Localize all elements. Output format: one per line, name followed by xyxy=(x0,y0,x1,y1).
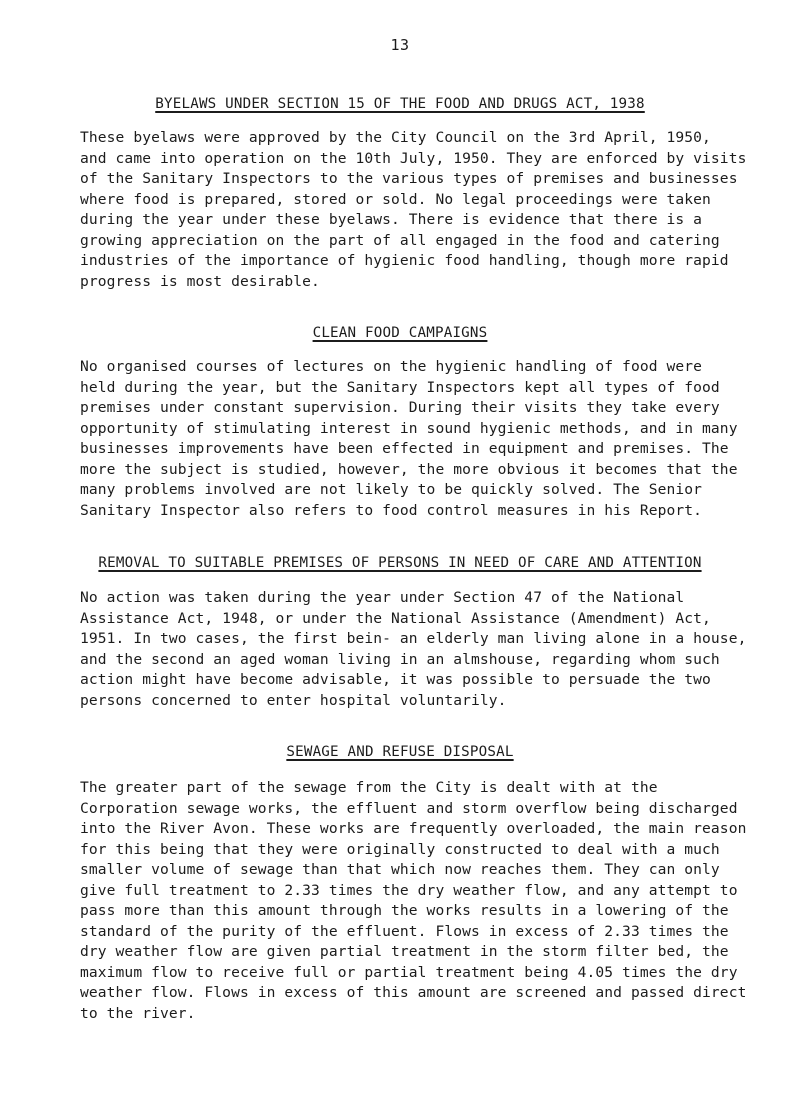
text-line: standard of the purity of the effluent. Flows in excess of 2.33 times the xyxy=(80,922,729,940)
section-heading-sewage: SEWAGE AND REFUSE DISPOSAL xyxy=(286,744,514,760)
text-line: These byelaws were approved by the City Council on the 3rd April, 1950, xyxy=(80,129,711,146)
text-line: businesses improvements have been effected in equipment and premises. The xyxy=(80,440,729,457)
text-line: No action was taken during the year under Section 47 of the National xyxy=(80,589,685,606)
text-line: No organised courses of lectures on the hygienic handling of food were xyxy=(80,358,703,375)
text-line: dry weather flow are given partial treatment in the storm filter bed, the xyxy=(80,943,729,960)
text-line: into the River Avon. These works are frequently overloaded, the main reason xyxy=(80,820,747,837)
paragraph-removal xyxy=(80,588,747,711)
text-line: maximum flow to receive full or partial treatment being 4.05 times the dry xyxy=(80,963,738,981)
text-line: held during the year, but the Sanitary Inspectors kept all types of food xyxy=(80,378,720,396)
text-line: many problems involved are not likely to be quickly solved. The Senior xyxy=(80,481,703,498)
section-heading-clean-food: CLEAN FOOD CAMPAIGNS xyxy=(312,325,488,341)
paragraph-byelaws xyxy=(80,128,747,292)
paragraph-sewage xyxy=(80,778,747,1024)
text-line: 1951. In two cases, the first bein- an elderly man living alone in a house, xyxy=(80,630,747,647)
text-line: The greater part of the sewage from the City is dealt with at the xyxy=(80,779,658,796)
section-heading-removal: REMOVAL TO SUITABLE PREMISES OF PERSONS IN NEED OF CARE AND ATTENTION xyxy=(98,555,702,571)
text-line: and the second an aged woman living in an almshouse, regarding whom such xyxy=(80,650,720,668)
text-line: growing appreciation on the part of all engaged in the food and catering xyxy=(80,231,720,249)
text-line: of the Sanitary Inspectors to the various types of premises and businesses xyxy=(80,170,738,187)
text-line: for this being that they were originally constructed to deal with a much xyxy=(80,840,720,858)
text-line: industries of the importance of hygienic food handling, though more rapid xyxy=(80,252,729,269)
text-line: more the subject is studied, however, the more obvious it becomes that the xyxy=(80,460,738,478)
text-line: smaller volume of sewage than that which now reaches them. They can only xyxy=(80,861,720,878)
text-line: to the river. xyxy=(80,1004,196,1022)
text-line: give full treatment to 2.33 times the dry weather flow, and any attempt to xyxy=(80,881,738,899)
text-line: progress is most desirable. xyxy=(80,272,320,290)
text-line: and came into operation on the 10th July, 1950. They are enforced by visits xyxy=(80,149,747,167)
section-heading-byelaws: BYELAWS UNDER SECTION 15 OF THE FOOD AND DRUGS ACT, 1938 xyxy=(155,96,645,112)
text-line: weather flow. Flows in excess of this amount are screened and passed direct xyxy=(80,984,747,1001)
text-line: opportunity of stimulating interest in sound hygienic methods, and in many xyxy=(80,419,738,437)
page-number: 13 xyxy=(390,36,410,54)
text-line: premises under constant supervision. During their visits they take every xyxy=(80,399,720,416)
text-line: pass more than this amount through the works results in a lowering of the xyxy=(80,902,729,919)
text-line: persons concerned to enter hospital voluntarily. xyxy=(80,691,507,709)
text-line: during the year under these byelaws. There is evidence that there is a xyxy=(80,211,703,228)
text-line: Sanitary Inspector also refers to food control measures in his Report. xyxy=(80,501,703,519)
paragraph-clean-food xyxy=(80,357,740,521)
text-line: Corporation sewage works, the effluent and storm overflow being discharged xyxy=(80,799,738,817)
text-line: action might have become advisable, it was possible to persuade the two xyxy=(80,671,711,688)
text-line: where food is prepared, stored or sold. No legal proceedings were taken xyxy=(80,190,711,208)
text-line: Assistance Act, 1948, or under the National Assistance (Amendment) Act, xyxy=(80,609,711,627)
